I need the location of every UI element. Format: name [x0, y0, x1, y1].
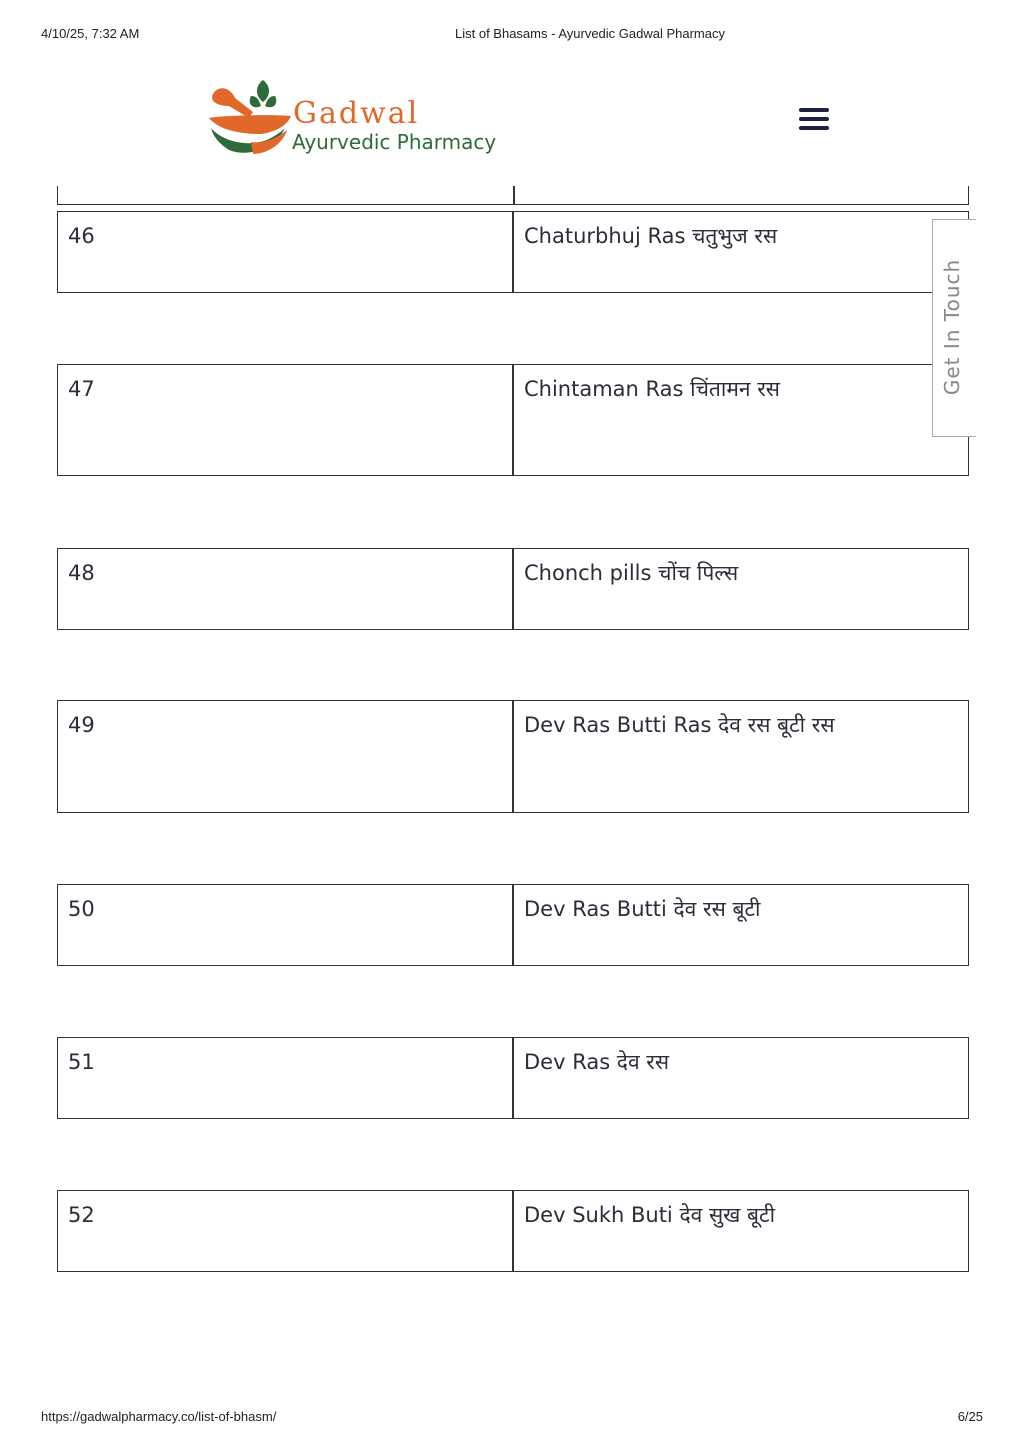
product-name: Dev Sukh Buti देव सुख बूटी: [524, 1203, 776, 1227]
row-number: 50: [58, 885, 514, 965]
brand-name-line1: Gadwal: [293, 96, 420, 131]
row-number: 47: [58, 365, 514, 475]
table-row: [57, 211, 969, 293]
table-row-cut: [57, 186, 969, 205]
product-name: Chaturbhuj Ras चतुभुज रस: [524, 224, 778, 248]
brand-name-line2: Ayurvedic Pharmacy: [292, 130, 497, 154]
table-row: [57, 364, 969, 476]
print-page-number: 6/25: [957, 1409, 983, 1424]
table-row: [57, 1037, 969, 1119]
row-number: 51: [58, 1038, 514, 1118]
product-name: Dev Ras Butti देव रस बूटी: [524, 897, 761, 921]
print-url: https://gadwalpharmacy.co/list-of-bhasm/: [41, 1409, 277, 1424]
print-header: [0, 26, 1024, 44]
product-name: Dev Ras देव रस: [524, 1050, 670, 1074]
product-name: Chintaman Ras चिंतामन रस: [524, 377, 780, 401]
get-in-touch-tab[interactable]: [932, 219, 976, 437]
table-row: [57, 700, 969, 813]
row-number: 46: [58, 212, 514, 292]
print-datetime: 4/10/25, 7:32 AM: [41, 26, 140, 41]
row-number: 48: [58, 549, 514, 629]
row-number: 52: [58, 1191, 514, 1271]
table-row: [57, 884, 969, 966]
product-name: Chonch pills चोंच पिल्स: [524, 561, 739, 585]
hamburger-menu-icon[interactable]: [799, 108, 829, 134]
print-page-title: List of Bhasams - Ayurvedic Gadwal Pharmacy: [455, 26, 725, 41]
mortar-pestle-leaf-icon: [205, 74, 295, 162]
print-footer: [0, 1409, 1024, 1427]
table-row: [57, 1190, 969, 1272]
get-in-touch-label: Get In Touch: [940, 258, 964, 396]
table-row: [57, 548, 969, 630]
row-number: 49: [58, 701, 514, 812]
product-name: Dev Ras Butti Ras देव रस बूटी रस: [524, 713, 835, 737]
